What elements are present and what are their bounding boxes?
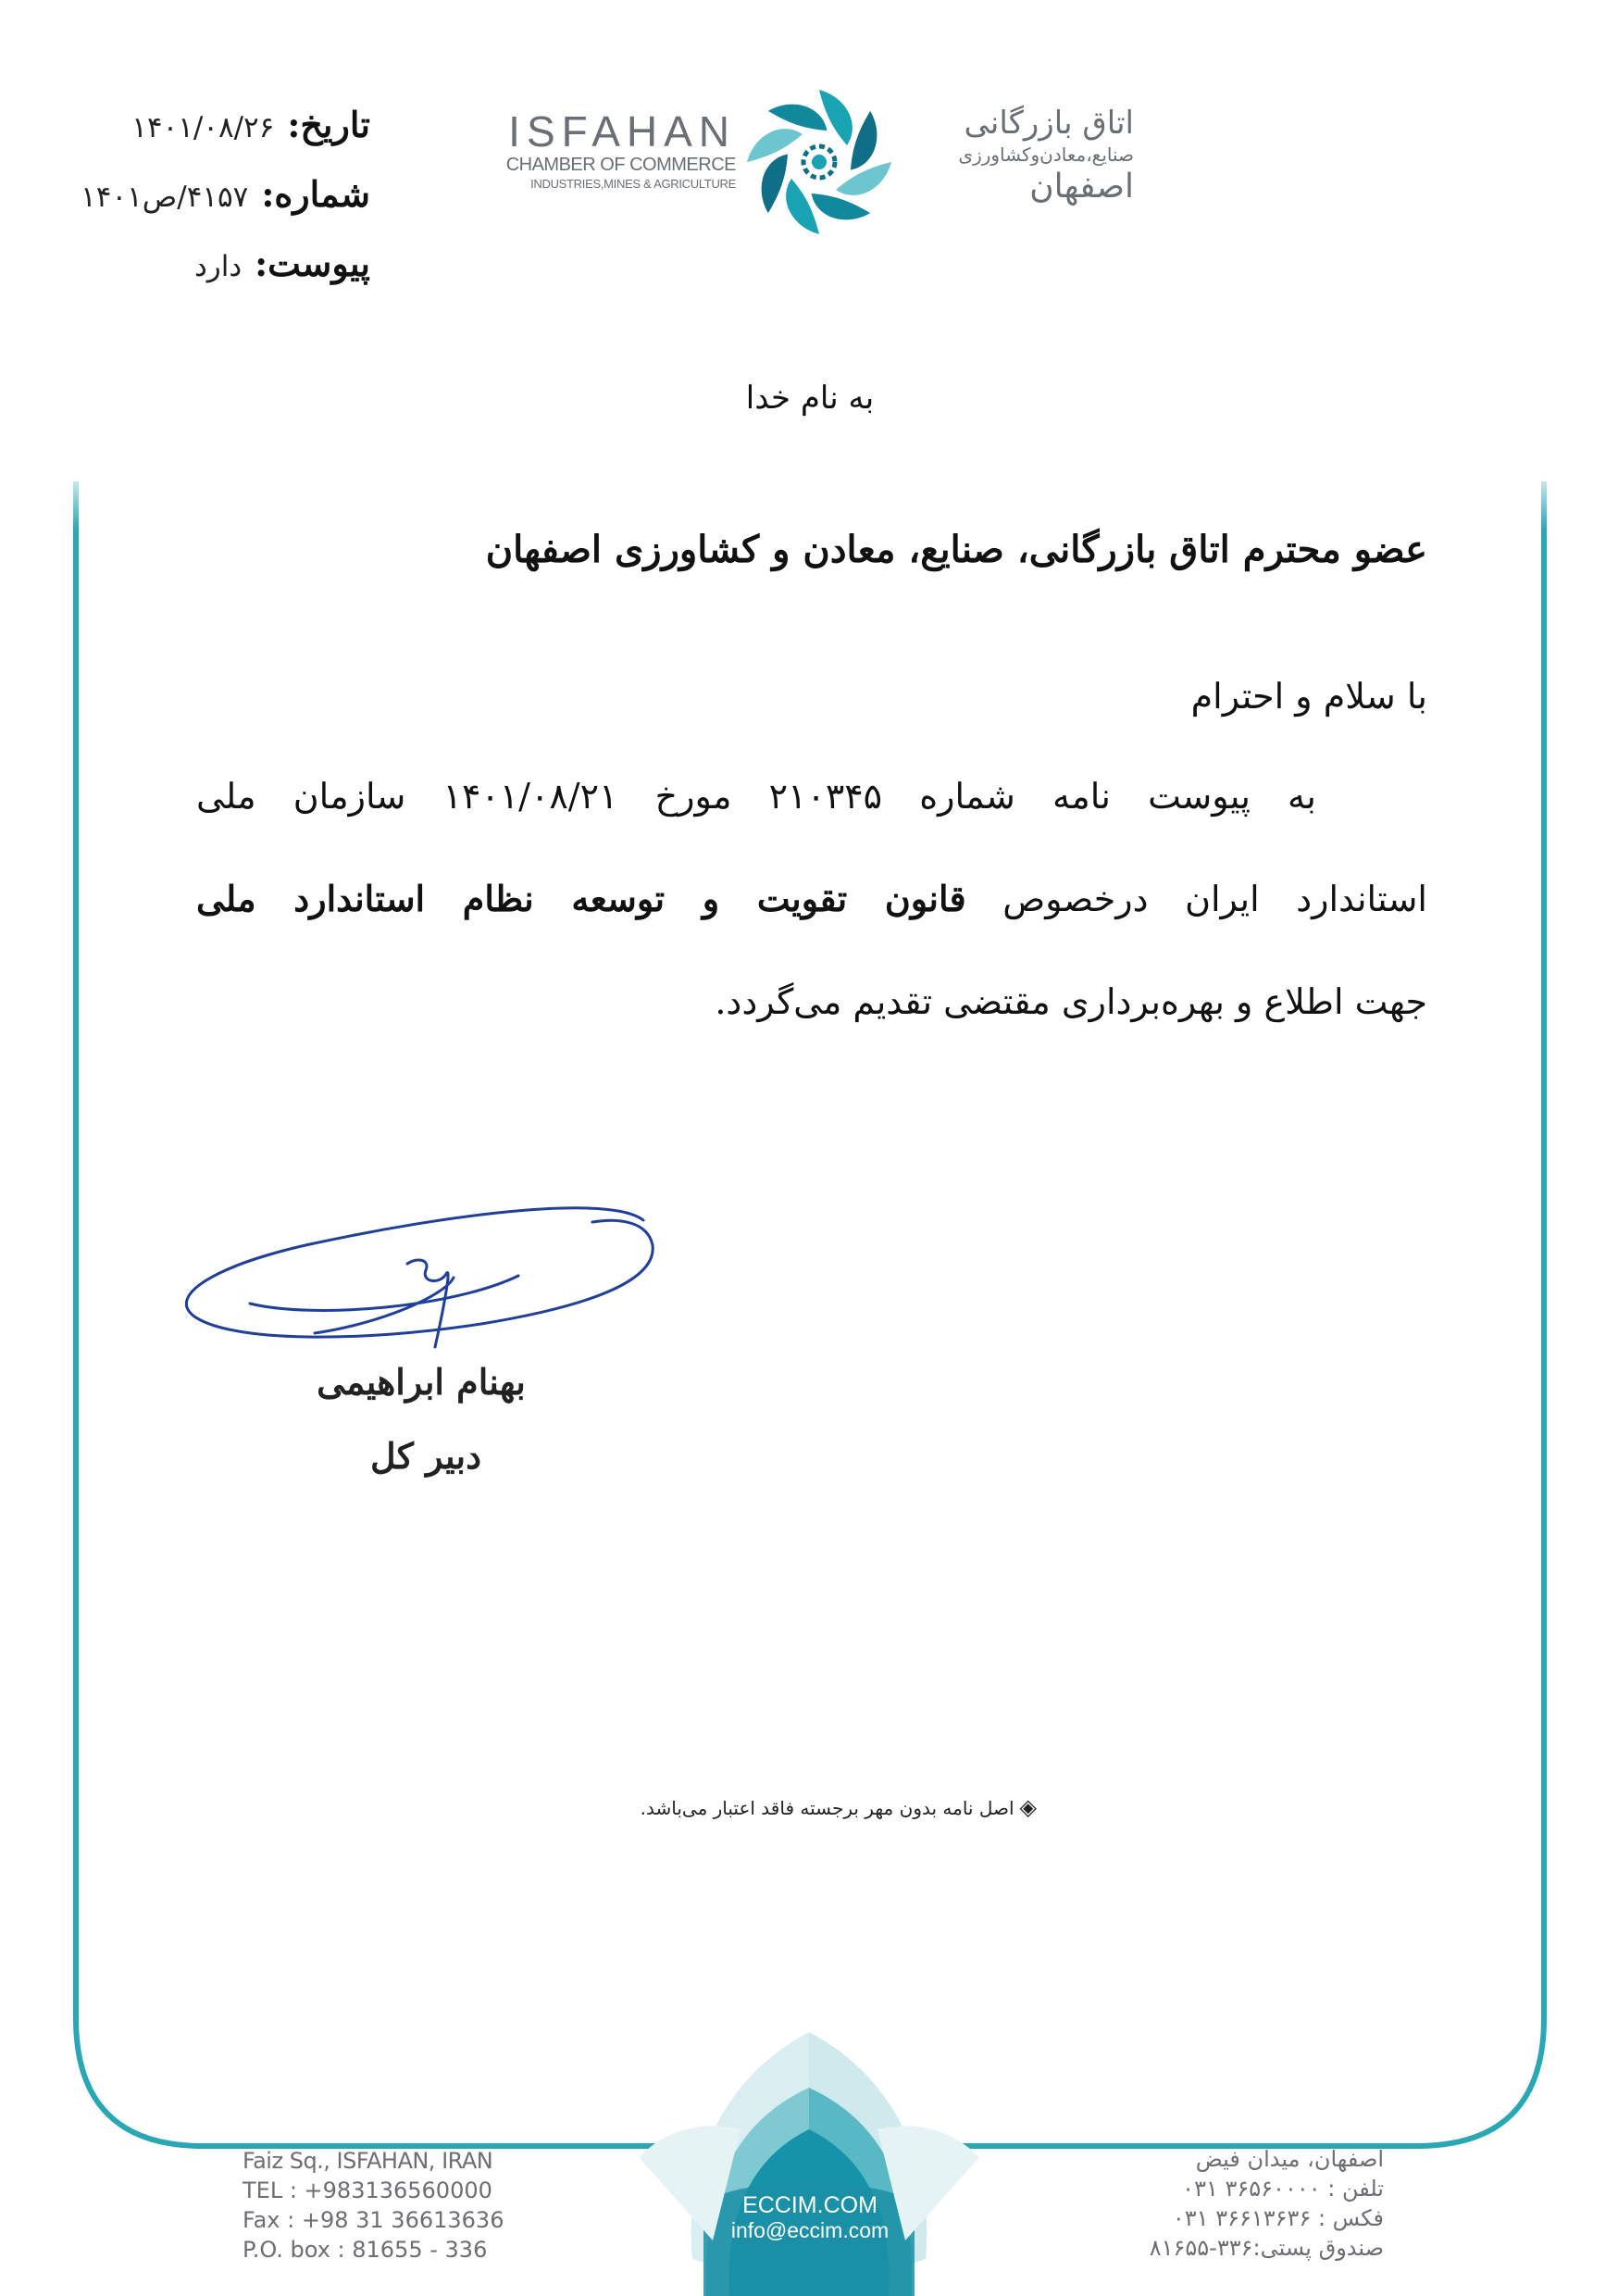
footer-contact-en — [243, 2146, 576, 2265]
body-line-2-start: استاندارد ایران درخصوص — [1002, 879, 1427, 919]
footer-fa-tel: تلفن : ۳۶۵۶۰۰۰۰ ۰۳۱ — [1182, 2176, 1384, 2202]
validity-notice — [500, 1794, 1037, 1820]
footer-en-fax: Fax : +98 31 36613636 — [243, 2207, 504, 2233]
number-value: ۴۱۵۷/ص۱۴۰۱ — [81, 181, 249, 214]
attachment-row — [37, 243, 370, 312]
basmala: به نام خدا — [745, 380, 875, 417]
letter-meta — [37, 104, 370, 312]
footer-website: ECCIM.COM — [742, 2192, 877, 2218]
signer-name: بهنام ابراهیمی — [317, 1361, 526, 1403]
footer-web — [703, 2192, 916, 2242]
footer-en-tel: TEL : +983136560000 — [243, 2177, 492, 2203]
footer-contact-fa — [1069, 2144, 1384, 2263]
footer-fa-address: اصفهان، میدان فیض — [1195, 2146, 1384, 2172]
attachment-label: پیوست: — [255, 243, 370, 284]
logo-en-subtitle: CHAMBER OF COMMERCE — [505, 155, 736, 175]
diamond-bullet-icon: ◈ — [1019, 1794, 1037, 1820]
signer-title: دبیر کل — [369, 1435, 482, 1477]
chamber-logo — [495, 83, 1143, 241]
date-value: ۱۴۰۱/۰۸/۲۶ — [131, 111, 275, 144]
logo-english — [495, 109, 736, 193]
footer-en-pobox: P.O. box : 81655 - 336 — [243, 2237, 488, 2263]
logo-fa-line1: اتاق بازرگانی — [964, 105, 1134, 142]
law-title: قانون تقویت و توسعه نظام استاندارد ملی — [196, 878, 966, 919]
footer-fa-fax: فکس : ۳۶۶۱۳۶۳۶ ۰۳۱ — [1172, 2205, 1384, 2231]
body-line-2 — [196, 878, 1427, 919]
number-label: شماره: — [261, 173, 370, 215]
logo-persian — [902, 104, 1134, 207]
greeting: با سلام و احترام — [1190, 676, 1427, 717]
attachment-value: دارد — [193, 250, 243, 283]
chamber-emblem-icon — [741, 83, 898, 241]
number-row — [37, 173, 370, 243]
validity-notice-text: اصل نامه بدون مهر برجسته فاقد اعتبار می‌باشد. — [640, 1797, 1014, 1819]
addressee: عضو محترم اتاق بازرگانی، صنایع، معادن و کشاورزی اصفهان — [485, 528, 1427, 571]
footer-en-address: Faiz Sq., ISFAHAN, IRAN — [243, 2148, 493, 2174]
footer-email: info@eccim.com — [730, 2218, 890, 2242]
body-line-3: جهت اطلاع و بهره‌برداری مقتضی تقدیم می‌گردد. — [715, 981, 1427, 1022]
handwritten-signature — [176, 1194, 666, 1379]
footer-fa-pobox: صندوق پستی:۳۳۶-۸۱۶۵۵ — [1149, 2235, 1384, 2261]
date-row — [37, 104, 370, 173]
body-line-1: به پیوست نامه شماره ۲۱۰۳۴۵ مورخ ۱۴۰۱/۰۸/۲۱ سازمان ملی — [196, 776, 1317, 817]
logo-en-title: ISFAHAN — [508, 107, 736, 156]
date-label: تاریخ: — [287, 104, 370, 145]
logo-fa-line2: صنایع،معادن‌وکشاورزی — [958, 144, 1134, 166]
logo-en-tagline: INDUSTRIES,MINES & AGRICULTURE — [530, 177, 736, 191]
footer-emblem-icon — [639, 2032, 979, 2296]
logo-fa-line3: اصفهان — [1029, 168, 1134, 206]
